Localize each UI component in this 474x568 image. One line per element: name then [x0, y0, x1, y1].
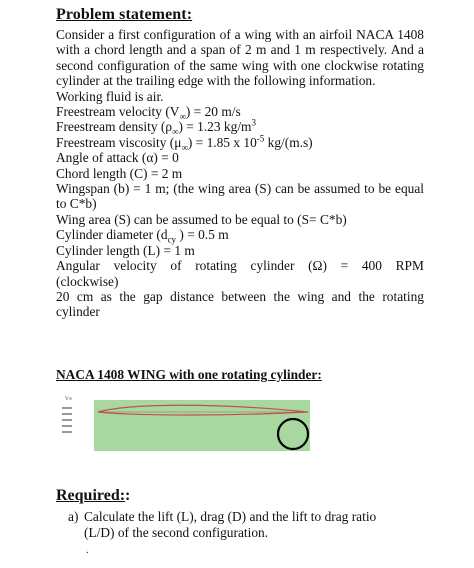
- cylinder-diameter-line: Cylinder diameter ($d_{cy}$ ) = 0.5 m: [56, 227, 229, 245]
- wingspan-line: Wingspan (b) = 1 m; (the wing area (S) can be assumed to be equal to C*b): [56, 181, 424, 212]
- freestream-arrows: [62, 408, 72, 432]
- freestream-density-line: Freestream density $(\rho_\infty) = 1.23$ $kg/m^3$: [56, 117, 256, 138]
- freestream-viscosity-line: Freestream viscosity $(\mu_\infty) = 1.85$ x $10^{-5}$ kg/(m.s): [56, 133, 313, 153]
- working-fluid-line: Working fluid is air.: [56, 88, 164, 104]
- angular-velocity-line: Angular velocity of rotating cylinder (Ω) = 400 RPM: [56, 258, 424, 274]
- chord-length-line: Chord length (C) = 2 m: [56, 165, 183, 181]
- wing-area-line: Wing area (S) can be assumed to be equal to (S= C*b): [56, 211, 347, 227]
- required-item-a: a) Calculate the lift (L), drag (D) and the lift to drag ratio (L/D) of the second configuration.: [68, 509, 377, 540]
- angular-direction-line: (clockwise): [56, 273, 119, 289]
- trailing-mark: .: [86, 545, 89, 556]
- required-heading: Required::: [56, 487, 131, 504]
- intro-paragraph: Consider a first configuration of a wing with an airfoil NACA 1408 with a chord length and a span of 2 m and 1 m respectively. And a second configuration of the same wing with one clockwise rotating cylinder at the trailing edge with the following information.: [56, 27, 424, 89]
- problem-statement-heading: Problem statement:: [56, 6, 193, 23]
- gap-distance-line: 20 cm as the gap distance between the wing and the rotating cylinder: [56, 288, 424, 320]
- cylinder-length-line: Cylinder length (L) = 1 m: [56, 242, 195, 258]
- freestream-arrow-label: V∞: [65, 397, 73, 402]
- wing-cylinder-figure: [58, 392, 320, 452]
- angle-of-attack-line: Angle of attack (α) = 0: [56, 150, 179, 166]
- problem-body: [56, 27, 424, 320]
- figure-title: NACA 1408 WING with one rotating cylinder:: [56, 367, 322, 382]
- freestream-velocity-line: Freestream velocity $(V_\infty) = 20$ m/s: [56, 104, 241, 122]
